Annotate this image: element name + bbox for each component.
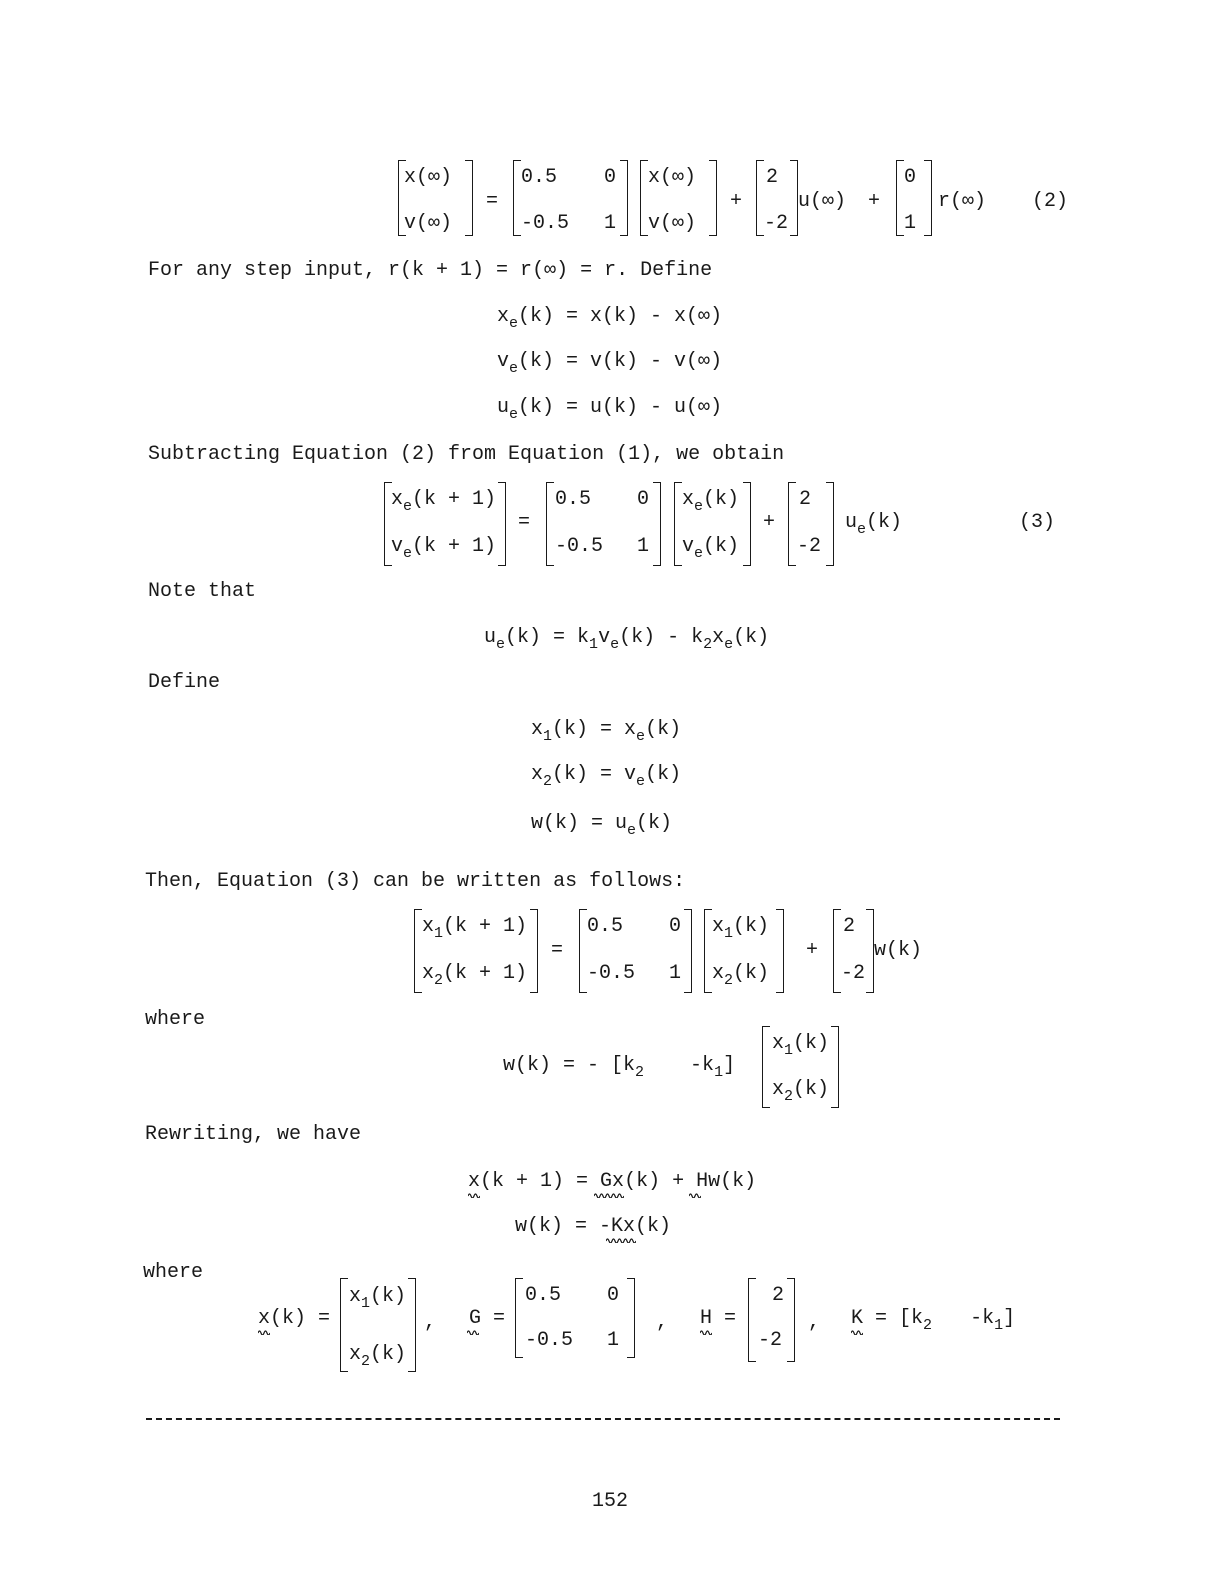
paragraph-where: where xyxy=(145,1008,206,1031)
matrix-cell: -2 xyxy=(841,962,866,985)
feedback-equation: w(k) = -Kx(k) xyxy=(515,1215,672,1238)
matrix-cell: $v_e(k)$ xyxy=(682,535,740,562)
u-term: u(∞) xyxy=(798,190,847,213)
comma: , xyxy=(424,1311,437,1334)
vector-tilde-mark xyxy=(700,1329,712,1335)
bracket-right xyxy=(627,1278,635,1358)
plus-sign: + xyxy=(806,939,819,962)
bracket-right xyxy=(776,909,784,993)
plus-sign: + xyxy=(730,190,743,213)
bracket-right xyxy=(787,1278,795,1362)
matrix-H-product: Hw xyxy=(696,1170,721,1193)
matrix-cell: $x_2(k)$ xyxy=(772,1078,830,1105)
matrix-cell: -2 xyxy=(758,1329,783,1352)
matrix-cell: x(∞) xyxy=(648,166,697,189)
matrix-cell: 0.5 xyxy=(525,1284,562,1307)
matrix-cell: 1 xyxy=(669,962,682,985)
matrix-cell: 0 xyxy=(637,488,650,511)
vector-tilde-mark xyxy=(468,1192,480,1198)
plus-sign: + xyxy=(763,511,776,534)
matrix-cell: 2 xyxy=(766,166,779,189)
matrix-cell: $x_e(k + 1)$ xyxy=(391,488,497,515)
equation-label: (3) xyxy=(1019,511,1056,534)
bracket-left xyxy=(513,160,521,236)
bracket-left xyxy=(833,909,841,993)
def-w: $w(k) = u_e(k)$ xyxy=(531,812,673,839)
matrix-cell: -0.5 xyxy=(525,1329,574,1352)
bracket-right xyxy=(866,909,874,993)
matrix-cell: $x_1(k)$ xyxy=(349,1285,407,1312)
bracket-left xyxy=(762,1026,770,1108)
bracket-left xyxy=(748,1278,756,1362)
matrix-cell: 2 xyxy=(799,488,812,511)
bracket-right xyxy=(653,482,661,566)
paragraph-note: Note that xyxy=(148,580,257,603)
bracket-right xyxy=(743,482,751,566)
equals-sign: = xyxy=(518,511,531,534)
def-x2: $x_2(k) = v_e(k)$ xyxy=(531,763,682,790)
bracket-right xyxy=(709,160,717,236)
bracket-right xyxy=(790,160,798,236)
matrix-cell: 1 xyxy=(904,212,917,235)
control-law: $u_e(k) = k_1v_e(k) - k_2x_e(k)$ xyxy=(484,626,770,653)
bracket-left xyxy=(579,909,587,993)
page-number: 152 xyxy=(592,1490,629,1513)
equals-sign: = xyxy=(551,939,564,962)
comma: , xyxy=(808,1311,821,1334)
matrix-cell: v(∞) xyxy=(648,212,697,235)
equation-label: (2) xyxy=(1032,190,1069,213)
matrix-cell: -0.5 xyxy=(555,535,604,558)
bracket-left xyxy=(704,909,712,993)
plus-sign: + xyxy=(868,190,881,213)
vector-tilde-mark xyxy=(851,1329,863,1335)
matrix-cell: -0.5 xyxy=(521,212,570,235)
bracket-left xyxy=(674,482,682,566)
vector-x-label: x(k) = xyxy=(258,1307,331,1330)
def-ue: $u_e(k) = u(k) - u(\infty)$ xyxy=(497,396,723,423)
matrix-cell: 0.5 xyxy=(521,166,558,189)
r-term: r(∞) xyxy=(938,190,987,213)
matrix-K-product: Kx xyxy=(611,1215,636,1238)
bracket-right xyxy=(530,909,538,993)
bracket-right xyxy=(498,482,506,566)
section-divider xyxy=(146,1418,1060,1420)
equals-sign: = xyxy=(486,190,499,213)
bracket-right xyxy=(826,482,834,566)
bracket-left xyxy=(340,1278,348,1372)
vector-tilde-mark xyxy=(689,1192,701,1198)
matrix-cell: 0.5 xyxy=(587,915,624,938)
matrix-cell: x(∞) xyxy=(404,166,453,189)
vector-x: x xyxy=(468,1170,481,1193)
matrix-cell: 0 xyxy=(604,166,617,189)
matrix-cell: $x_1(k)$ xyxy=(712,915,770,942)
state-equation: x(k + 1) = Gx(k) + Hw(k) xyxy=(468,1170,757,1193)
bracket-left xyxy=(546,482,554,566)
vector-tilde-mark xyxy=(258,1329,270,1335)
input-term: w(k) xyxy=(874,939,923,962)
matrix-cell: 1 xyxy=(637,535,650,558)
matrix-cell: $x_2(k + 1)$ xyxy=(422,962,528,989)
bracket-left xyxy=(756,160,764,236)
vector-tilde-mark xyxy=(467,1329,479,1335)
bracket-right xyxy=(831,1026,839,1108)
matrix-cell: 0 xyxy=(904,166,917,189)
matrix-cell: 0.5 xyxy=(555,488,592,511)
matrix-cell: $x_2(k)$ xyxy=(349,1343,407,1370)
matrix-H-label: H = xyxy=(700,1307,737,1330)
bracket-right xyxy=(408,1278,416,1372)
matrix-cell: v(∞) xyxy=(404,212,453,235)
matrix-cell: 2 xyxy=(843,915,856,938)
matrix-cell: $x_1(k)$ xyxy=(772,1032,830,1059)
vector-tilde-mark xyxy=(594,1192,624,1198)
paragraph-where: where xyxy=(143,1261,204,1284)
matrix-cell: -2 xyxy=(797,535,822,558)
paragraph-define: Define xyxy=(148,671,221,694)
matrix-cell: 1 xyxy=(607,1329,620,1352)
bracket-left xyxy=(414,909,422,993)
matrix-cell: $v_e(k + 1)$ xyxy=(391,535,497,562)
def-ve: $v_e(k) = v(k) - v(\infty)$ xyxy=(497,350,723,377)
feedback-gain-row: w(k) = - [$k_2$ $-k_1$] xyxy=(503,1054,736,1081)
matrix-cell: 0 xyxy=(669,915,682,938)
bracket-right xyxy=(684,909,692,993)
matrix-cell: $x_e(k)$ xyxy=(682,488,740,515)
matrix-G-product: Gx xyxy=(600,1170,625,1193)
input-term: $u_e(k)$ xyxy=(845,511,903,538)
paragraph-step-input: For any step input, r(k + 1) = r(∞) = r. Define xyxy=(148,259,713,282)
matrix-cell: -0.5 xyxy=(587,962,636,985)
bracket-right xyxy=(465,160,473,236)
bracket-right xyxy=(924,160,932,236)
bracket-left xyxy=(896,160,904,236)
matrix-cell: $x_1(k + 1)$ xyxy=(422,915,528,942)
paragraph-rewriting: Rewriting, we have xyxy=(145,1123,362,1146)
matrix-cell: 0 xyxy=(607,1284,620,1307)
matrix-cell: $x_2(k)$ xyxy=(712,962,770,989)
def-xe: $x_e(k) = x(k) - x(\infty)$ xyxy=(497,305,723,332)
matrix-cell: 1 xyxy=(604,212,617,235)
vector-tilde-mark xyxy=(606,1237,636,1243)
bracket-left xyxy=(788,482,796,566)
matrix-cell: -2 xyxy=(764,212,789,235)
matrix-cell: 2 xyxy=(772,1284,785,1307)
bracket-right xyxy=(620,160,628,236)
paragraph-then: Then, Equation (3) can be written as follows: xyxy=(145,870,686,893)
bracket-left xyxy=(515,1278,523,1358)
gain-K-definition: $K = [k_2$ $-k_1$] xyxy=(851,1307,1016,1334)
def-x1: $x_1(k) = x_e(k)$ xyxy=(531,718,682,745)
bracket-left xyxy=(640,160,648,236)
comma: , xyxy=(656,1311,669,1334)
matrix-G-label: G = xyxy=(469,1307,506,1330)
paragraph-subtracting: Subtracting Equation (2) from Equation (1), we obtain xyxy=(148,443,785,466)
